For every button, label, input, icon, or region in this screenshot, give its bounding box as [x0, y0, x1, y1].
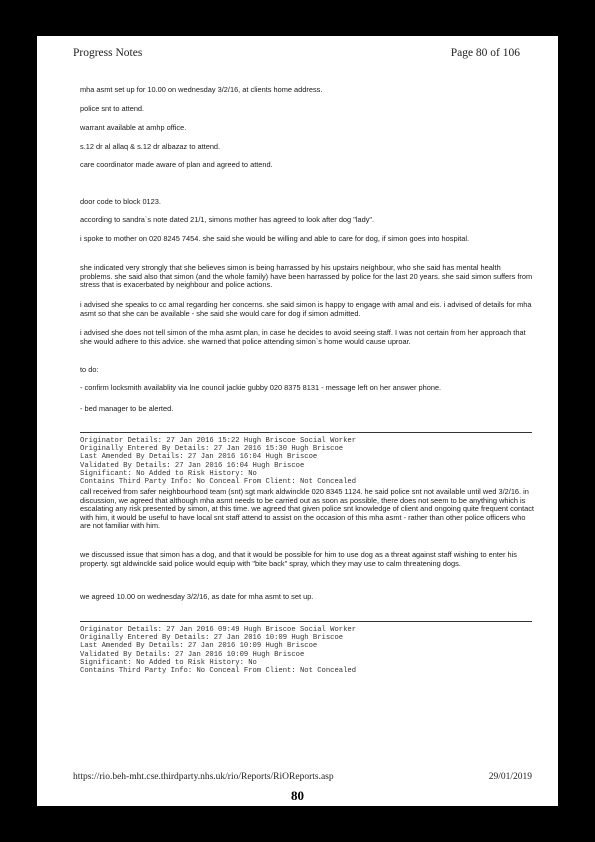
- note-paragraph: - bed manager to be alerted.: [80, 404, 174, 413]
- footer-url: https://rio.beh-mht.cse.thirdparty.nhs.uk/rio/Reports/RiOReports.asp: [73, 772, 334, 782]
- entry-metadata: Originator Details: 27 Jan 2016 09:49 Hugh Briscoe Social Worker Originally Entered By Details: 27 Jan 2016 10:09 Hugh Briscoe Last Amended By Details: 27 Jan 2016 10:09 Hugh Briscoe Validated By Details: 27 Jan 2016 10:09 Hugh Briscoe Significant: No Added to Risk History: No Contains Third Party Info: No Conceal From Client: Not Concealed: [80, 626, 357, 676]
- note-paragraph: i advised she does not tell simon of the mha asmt plan, in case he decides to avoid seeing staff. I was not certain from her approach that she would adhere to this advice. she warned that police attending simon`s home would cause uproar.: [80, 328, 526, 346]
- note-paragraph: i spoke to mother on 020 8245 7454. she said she would be willing and able to care for dog, if simon goes into hospital.: [80, 234, 470, 243]
- page-stamp: 80: [291, 788, 304, 803]
- note-paragraph: we agreed 10.00 on wednesday 3/2/16, as date for mha asmt to set up.: [80, 592, 314, 601]
- entry-metadata: Originator Details: 27 Jan 2016 15:22 Hugh Briscoe Social Worker Originally Entered By Details: 27 Jan 2016 15:30 Hugh Briscoe Last Amended By Details: 27 Jan 2016 16:04 Hugh Briscoe Validated By Details: 27 Jan 2016 16:04 Hugh Briscoe Significant: No Added to Risk History: No Contains Third Party Info: No Conceal From Client: Not Concealed: [80, 437, 357, 487]
- note-paragraph: we discussed issue that simon has a dog, and that it would be possible for him to use dog as a threat against staff wishing to enter his property. sgt aldwinckle said police would equip with "bite back" spray, which they may use to calm threatening dogs.: [80, 550, 517, 568]
- entry-divider: [80, 621, 532, 622]
- document-page: [37, 36, 558, 806]
- entry-divider: [80, 432, 532, 433]
- note-paragraph: door code to block 0123.: [80, 197, 161, 206]
- note-paragraph: s.12 dr al allaq & s.12 dr albazaz to attend.: [80, 142, 221, 151]
- note-paragraph: i advised she speaks to cc amal regarding her concerns. she said simon is happy to engage with amal and eis. i advised of details for mha asmt so that she can be available - she said she would care for dog if simon admitted.: [80, 300, 532, 318]
- note-paragraph: according to sandra`s note dated 21/1, simons mother has agreed to look after dog "lady".: [80, 215, 375, 224]
- note-paragraph: to do:: [80, 365, 99, 374]
- note-paragraph: police snt to attend.: [80, 104, 145, 113]
- note-paragraph: she indicated very strongly that she believes simon is being harrassed by his upstairs neighbour, who she said has mental health problems. she said also that simon (and the whole family) have been harrassed by police for the last 20 years. she said simon suffers from stress that is exacerbated by neighbour and police actions.: [80, 263, 533, 290]
- note-paragraph: call received from safer neighbourhood team (snt) sgt mark aldwinckle 020 8345 1124. he said police snt not available until wed 3/2/16. in discussion, we agreed that although mha asmt needs to be carried out as soon as possible, there does not seem to be anything which is escalating any risk presented by simon, at this time. we agreed that given police snt knowledge of client and ongoing quite frequent contact with him, it would be useful to have local snt staff attend to assist on the occasion of this mha asmt - rather than other police officers who are not familiar with him.: [80, 487, 534, 531]
- page-number-header: Page 80 of 106: [450, 47, 520, 59]
- note-paragraph: warrant available at amhp office.: [80, 123, 187, 132]
- note-paragraph: - confirm locksmith availablity via lne council jackie gubby 020 8375 8131 - message left on her answer phone.: [80, 383, 442, 392]
- document-title: Progress Notes: [73, 47, 143, 59]
- note-paragraph: mha asmt set up for 10.00 on wednesday 3/2/16, at clients home address.: [80, 85, 323, 94]
- footer-date: 29/01/2019: [488, 772, 532, 782]
- note-paragraph: care coordinator made aware of plan and agreed to attend.: [80, 160, 273, 169]
